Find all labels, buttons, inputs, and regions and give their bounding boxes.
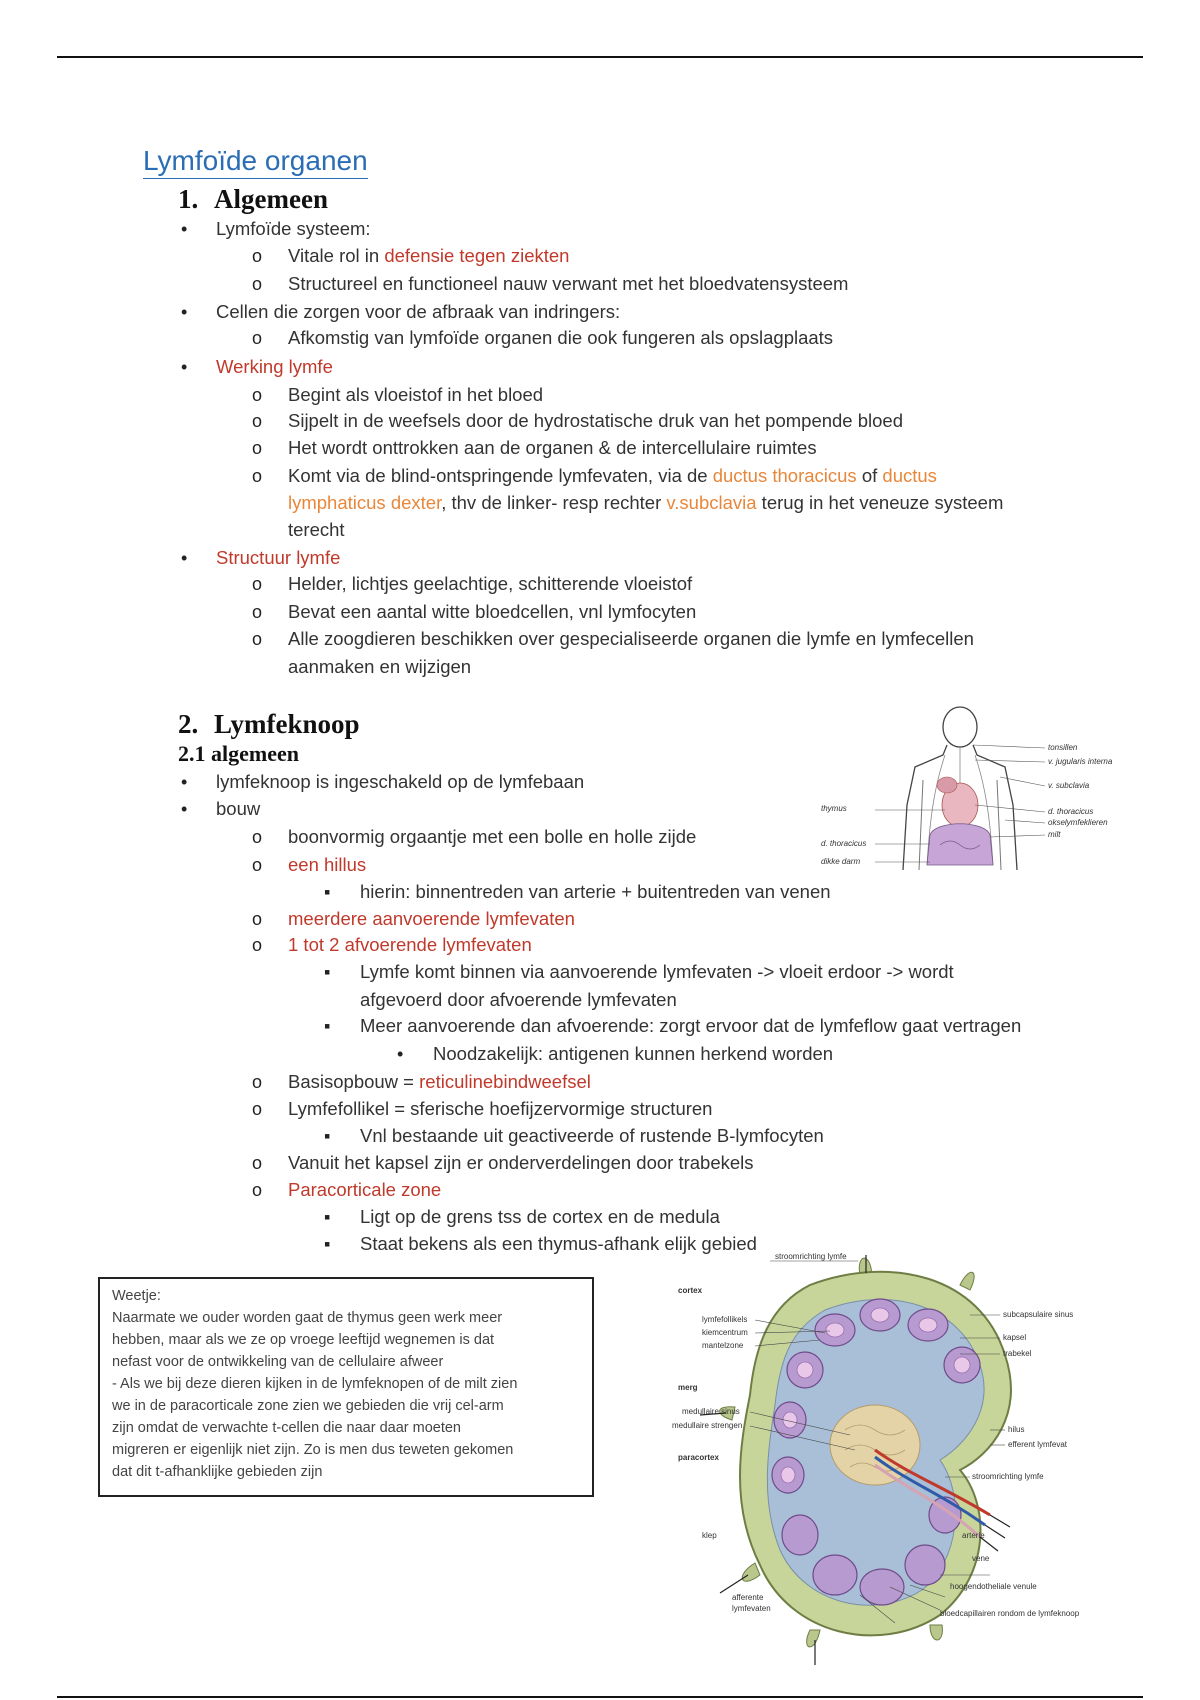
- section-1-heading: 1. Algemeen: [178, 184, 328, 214]
- bullet-marker: •: [181, 548, 188, 568]
- lymphatic-body-figure: [815, 705, 1135, 875]
- sub-bullet-marker: o: [252, 827, 263, 847]
- square-bullet-marker: ▪: [324, 882, 331, 902]
- note-box: [98, 1277, 594, 1497]
- label-afferente: afferente: [732, 1593, 764, 1602]
- bullet-marker: •: [181, 219, 188, 239]
- sub-bullet-marker: o: [252, 574, 263, 594]
- list-item: Bevat een aantal witte bloedcellen, vnl lymfocyten: [288, 601, 697, 622]
- list-item: bouw: [216, 798, 261, 819]
- bullet-marker: •: [397, 1044, 404, 1064]
- square-bullet-marker: ▪: [324, 1126, 331, 1146]
- note-line: zijn omdat de verwachte t-cellen die naar daar moeten: [112, 1420, 461, 1436]
- list-item: Basisopbouw = reticulinebindweefsel: [288, 1071, 591, 1092]
- label-medullaire-strengen: medullaire strengen: [672, 1421, 743, 1430]
- top-rule: [57, 56, 1143, 58]
- list-item: Helder, lichtjes geelachtige, schitterende vloeistof: [288, 573, 693, 594]
- list-item: Vitale rol in defensie tegen ziekten: [288, 245, 570, 266]
- note-line: nefast voor de ontwikkeling van de cellulaire afweer: [112, 1354, 444, 1370]
- label-stroomrichting-top: stroomrichting lymfe: [775, 1252, 847, 1261]
- sub-bullet-marker: o: [252, 602, 263, 622]
- note-line: - Als we bij deze dieren kijken in de lymfeknopen of de milt zien: [112, 1376, 518, 1392]
- list-item: 1 tot 2 afvoerende lymfevaten: [288, 934, 532, 955]
- list-item: Lymfoïde systeem:: [216, 218, 371, 239]
- bullet-marker: •: [181, 799, 188, 819]
- sub-bullet-marker: o: [252, 274, 263, 294]
- subsection-heading: 2.1 algemeen: [178, 741, 299, 766]
- list-item: hierin: binnentreden van arterie + buitentreden van venen: [360, 881, 831, 902]
- list-item: Staat bekens als een thymus-afhank elijk gebied: [360, 1233, 757, 1254]
- list-item: Structureel en functioneel nauw verwant met het bloedvatensysteem: [288, 273, 849, 294]
- label-lymfevaten: lymfevaten: [732, 1604, 771, 1613]
- label-klep: klep: [702, 1531, 717, 1540]
- label-v-jugularis: v. jugularis interna: [1048, 757, 1113, 766]
- sub-bullet-marker: o: [252, 385, 263, 405]
- sub-bullet-marker: o: [252, 246, 263, 266]
- label-arterie: arterie: [962, 1531, 985, 1540]
- list-item: Vanuit het kapsel zijn er onderverdelingen door trabekels: [288, 1152, 754, 1173]
- label-hoogendotheliale-venule: hoogendotheliale venule: [950, 1582, 1037, 1591]
- list-item-continued: lymphaticus dexter, thv de linker- resp rechter v.subclavia terug in het veneuze systeem: [288, 492, 1004, 513]
- list-item-continued: aanmaken en wijzigen: [288, 656, 472, 677]
- square-bullet-marker: ▪: [324, 1207, 331, 1227]
- list-item: Alle zoogdieren beschikken over gespecialiseerde organen die lymfe en lymfecellen: [288, 628, 974, 649]
- label-mantelzone: mantelzone: [702, 1341, 744, 1350]
- label-medullaire-sinus: medullaire sinus: [682, 1407, 740, 1416]
- label-paracortex: paracortex: [678, 1453, 719, 1462]
- label-efferent: efferent lymfevat: [1008, 1440, 1067, 1449]
- list-item: Structuur lymfe: [216, 547, 341, 568]
- sub-bullet-marker: o: [252, 909, 263, 929]
- label-bloedcapillairen: bloedcapillairen rondom de lymfeknoop: [940, 1609, 1080, 1618]
- list-item: Lymfe komt binnen via aanvoerende lymfevaten -> vloeit erdoor -> wordt: [360, 961, 954, 982]
- section-2-heading: 2. Lymfeknoop: [178, 709, 360, 739]
- list-item: meerdere aanvoerende lymfevaten: [288, 908, 575, 929]
- label-milt: milt: [1048, 830, 1061, 839]
- note-line: we in de paracorticale zone zien we gebieden die vrij cel-arm: [112, 1398, 504, 1414]
- note-line: Naarmate we ouder worden gaat de thymus geen werk meer: [112, 1310, 503, 1326]
- square-bullet-marker: ▪: [324, 962, 331, 982]
- label-d-thoracicus-left: d. thoracicus: [821, 839, 867, 848]
- bullet-marker: •: [181, 302, 188, 322]
- label-lymfefollikels: lymfefollikels: [702, 1315, 748, 1324]
- sub-bullet-marker: o: [252, 466, 263, 486]
- list-item: Vnl bestaande uit geactiveerde of rustende B-lymfocyten: [360, 1125, 824, 1146]
- label-subcapsulaire-sinus: subcapsulaire sinus: [1003, 1310, 1074, 1319]
- list-item: Meer aanvoerende dan afvoerende: zorgt ervoor dat de lymfeflow gaat vertragen: [360, 1015, 1022, 1036]
- label-dikke-darm: dikke darm: [821, 857, 861, 866]
- label-cortex: cortex: [678, 1286, 703, 1295]
- list-item: Noodzakelijk: antigenen kunnen herkend worden: [433, 1043, 834, 1064]
- label-v-subclavia: v. subclavia: [1048, 781, 1090, 790]
- label-kapsel: kapsel: [1003, 1333, 1027, 1342]
- list-item: Afkomstig van lymfoïde organen die ook fungeren als opslagplaats: [288, 327, 834, 348]
- sub-bullet-marker: o: [252, 1153, 263, 1173]
- list-item: Begint als vloeistof in het bloed: [288, 384, 544, 405]
- label-vene: vene: [972, 1554, 990, 1563]
- square-bullet-marker: ▪: [324, 1234, 331, 1254]
- sub-bullet-marker: o: [252, 1180, 263, 1200]
- sub-bullet-marker: o: [252, 438, 263, 458]
- list-item: Werking lymfe: [216, 356, 333, 377]
- bottom-rule: [57, 1696, 1143, 1698]
- page-title: Lymfoïde organen: [143, 145, 368, 179]
- sub-bullet-marker: o: [252, 629, 263, 649]
- label-kiemcentrum: kiemcentrum: [702, 1328, 748, 1337]
- list-item: Paracorticale zone: [288, 1179, 442, 1200]
- list-item: Lymfefollikel = sferische hoefijzervormige structuren: [288, 1098, 713, 1119]
- sub-bullet-marker: o: [252, 1099, 263, 1119]
- lymph-node-figure: [660, 1245, 1110, 1665]
- square-bullet-marker: ▪: [324, 1016, 331, 1036]
- label-okselymfeklieren: okselymfeklieren: [1048, 818, 1108, 827]
- label-tonsillen: tonsillen: [1048, 743, 1078, 752]
- bullet-marker: •: [181, 357, 188, 377]
- list-item: boonvormig orgaantje met een bolle en holle zijde: [288, 826, 697, 847]
- list-item-continued: afgevoerd door afvoerende lymfevaten: [360, 989, 677, 1010]
- list-item: een hillus: [288, 854, 367, 875]
- list-item: Sijpelt in de weefsels door de hydrostatische druk van het pompende bloed: [288, 410, 903, 431]
- list-item: Het wordt onttrokken aan de organen & de intercellulaire ruimtes: [288, 437, 817, 458]
- note-line: migreren er eigenlijk niet zijn. Zo is men dus teweten gekomen: [112, 1442, 514, 1458]
- sub-bullet-marker: o: [252, 935, 263, 955]
- list-item: Cellen die zorgen voor de afbraak van indringers:: [216, 301, 621, 322]
- label-hilus: hilus: [1008, 1425, 1025, 1434]
- label-trabekel: trabekel: [1003, 1349, 1032, 1358]
- list-item: lymfeknoop is ingeschakeld op de lymfebaan: [216, 771, 585, 792]
- note-line: dat dit t-afhanklijke gebieden zijn: [112, 1464, 323, 1480]
- label-merg: merg: [678, 1383, 698, 1392]
- label-stroomrichting-right: stroomrichting lymfe: [972, 1472, 1044, 1481]
- note-line: Weetje:: [112, 1288, 161, 1304]
- label-d-thoracicus-right: d. thoracicus: [1048, 807, 1094, 816]
- sub-bullet-marker: o: [252, 855, 263, 875]
- sub-bullet-marker: o: [252, 328, 263, 348]
- bullet-marker: •: [181, 772, 188, 792]
- list-item: Komt via de blind-ontspringende lymfevaten, via de ductus thoracicus of ductus: [288, 465, 937, 486]
- sub-bullet-marker: o: [252, 411, 263, 431]
- sub-bullet-marker: o: [252, 1072, 263, 1092]
- list-item: Ligt op de grens tss de cortex en de medula: [360, 1206, 720, 1227]
- list-item-continued: terecht: [288, 519, 345, 540]
- label-thymus: thymus: [821, 804, 847, 813]
- note-line: hebben, maar als we ze op vroege leeftijd wegnemen is dat: [112, 1332, 495, 1348]
